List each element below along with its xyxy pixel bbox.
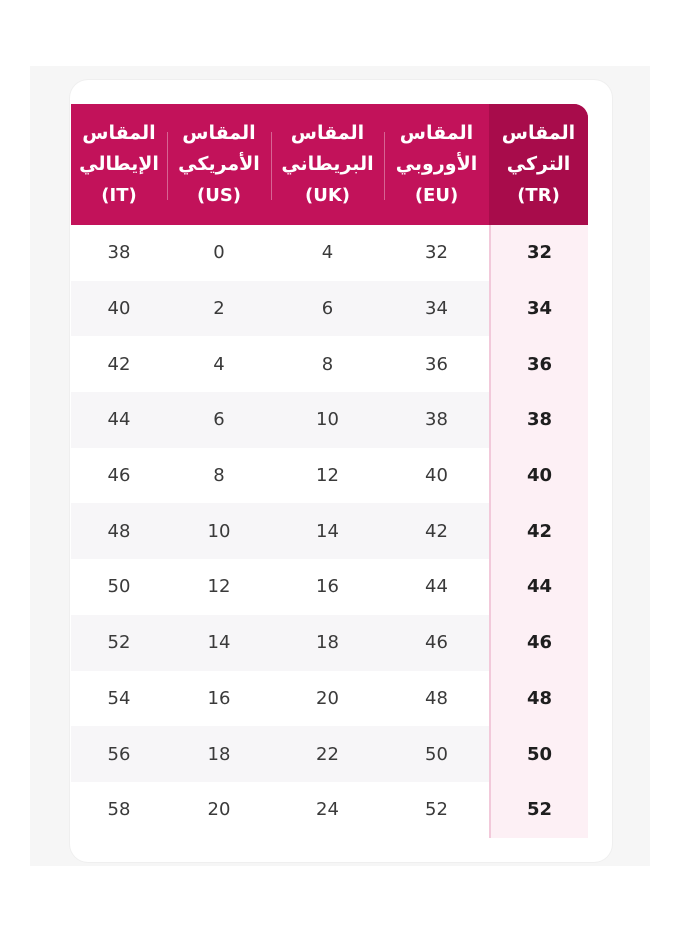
table-row — [71, 281, 588, 337]
cell-eu: 40 — [425, 465, 448, 487]
cell-uk: 8 — [321, 353, 334, 375]
cell-us: 18 — [207, 743, 231, 765]
header-eu-title: المقاس الأوروبي — [395, 122, 478, 175]
cell-eu: 32 — [425, 242, 448, 264]
table-row — [71, 225, 588, 281]
table-row — [71, 671, 588, 727]
cell-tr: 32 — [489, 225, 588, 281]
table-row — [71, 336, 588, 392]
cell-tr: 40 — [489, 448, 588, 504]
cell-uk: 6 — [321, 298, 334, 320]
cell-eu: 36 — [425, 353, 448, 375]
cell-us: 0 — [213, 242, 225, 264]
cell-uk: 18 — [316, 632, 339, 654]
cell-tr: 48 — [489, 671, 588, 727]
cell-uk: 22 — [316, 743, 339, 765]
cell-it: 56 — [107, 743, 131, 765]
table-row — [71, 559, 588, 615]
header-it-code: (IT) — [101, 185, 137, 206]
table-row — [71, 726, 588, 782]
cell-eu: 52 — [425, 799, 448, 821]
cell-eu: 50 — [425, 743, 448, 765]
table-row — [71, 615, 588, 671]
cell-uk: 14 — [316, 520, 339, 542]
cell-us: 20 — [207, 799, 231, 821]
cell-it: 58 — [107, 799, 131, 821]
header-eu-code: (EU) — [414, 185, 459, 206]
cell-it: 50 — [107, 576, 131, 598]
cell-tr: 38 — [489, 392, 588, 448]
cell-tr: 46 — [489, 615, 588, 671]
cell-tr: 34 — [489, 281, 588, 337]
cell-it: 52 — [107, 632, 131, 654]
cell-eu: 38 — [425, 409, 448, 431]
cell-uk: 20 — [316, 687, 339, 709]
cell-us: 8 — [213, 465, 225, 487]
cell-tr: 36 — [489, 336, 588, 392]
cell-us: 6 — [213, 409, 225, 431]
header-it — [71, 104, 167, 225]
table-row — [71, 782, 588, 838]
header-tr — [489, 104, 588, 225]
cell-uk: 12 — [316, 465, 339, 487]
table-header — [71, 104, 588, 225]
header-us-code: (US) — [196, 185, 242, 206]
cell-it: 38 — [107, 242, 131, 264]
cell-tr: 52 — [489, 782, 588, 838]
header-eu — [384, 104, 489, 225]
cell-it: 54 — [107, 687, 131, 709]
header-uk-title: المقاس البريطاني — [281, 122, 374, 175]
cell-tr: 50 — [489, 726, 588, 782]
cell-uk: 16 — [316, 576, 339, 598]
cell-it: 46 — [107, 465, 131, 487]
cell-us: 12 — [207, 576, 231, 598]
cell-eu: 34 — [425, 298, 448, 320]
size-conversion-table — [71, 104, 588, 838]
table-row — [71, 503, 588, 559]
cell-us: 2 — [213, 298, 225, 320]
cell-it: 44 — [107, 409, 131, 431]
header-us-title: المقاس الأمريكي — [178, 122, 260, 175]
header-it-title: المقاس الإيطالي — [79, 122, 159, 175]
header-uk-code: (UK) — [304, 185, 351, 206]
cell-us: 4 — [213, 353, 225, 375]
cell-uk: 4 — [321, 242, 334, 264]
cell-eu: 48 — [425, 687, 448, 709]
header-tr-code: (TR) — [517, 185, 560, 206]
cell-eu: 46 — [425, 632, 448, 654]
cell-eu: 42 — [425, 520, 448, 542]
table-row — [71, 392, 588, 448]
cell-tr: 44 — [489, 559, 588, 615]
cell-uk: 10 — [316, 409, 339, 431]
cell-tr: 42 — [489, 503, 588, 559]
cell-it: 48 — [107, 520, 131, 542]
cell-it: 42 — [107, 353, 131, 375]
header-tr-title: المقاس التركي — [501, 122, 576, 175]
cell-eu: 44 — [425, 576, 448, 598]
header-uk — [271, 104, 384, 225]
cell-uk: 24 — [316, 799, 339, 821]
header-us — [167, 104, 271, 225]
table-row — [71, 448, 588, 504]
cell-it: 40 — [107, 298, 131, 320]
cell-us: 10 — [207, 520, 231, 542]
cell-us: 14 — [207, 632, 231, 654]
cell-us: 16 — [207, 687, 231, 709]
